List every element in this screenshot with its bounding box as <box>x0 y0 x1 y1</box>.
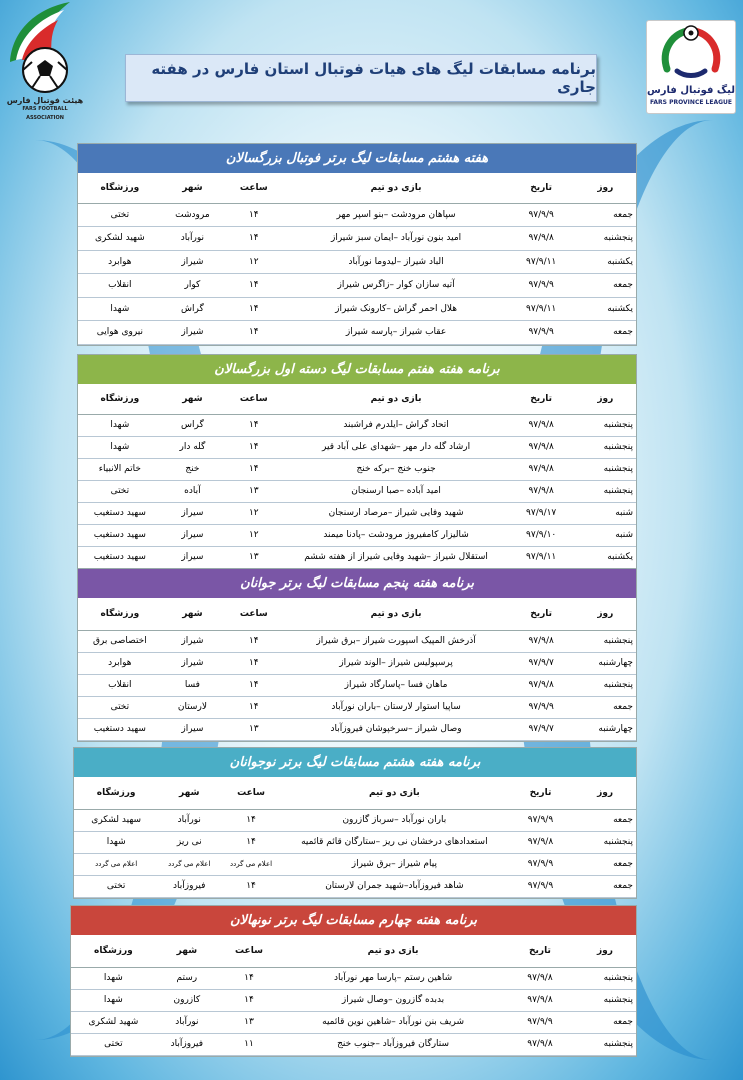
table-row <box>74 875 636 897</box>
cell-match: ارشاد گله دار مهر –شهدای علی آباد قیر <box>284 436 507 458</box>
column-header-city: شهر <box>162 173 223 203</box>
schedule-table <box>78 384 636 569</box>
table-header-row <box>71 935 636 967</box>
cell-time: ۱۴ <box>223 436 284 458</box>
cell-stadium: شهدا <box>78 436 162 458</box>
cell-match: پرسپولیس شیراز –الوند شیراز <box>284 652 507 674</box>
cell-match: الباد شیراز –لیدوما نورآباد <box>284 250 507 274</box>
cell-time: ۱۴ <box>223 274 284 298</box>
cell-match: ساپیا استوار لارستان –باران نورآباد <box>284 696 507 718</box>
column-header-date: تاریخ <box>508 173 575 203</box>
cell-stadium: شهدا <box>78 297 162 321</box>
column-header-stadium: ورزشگاه <box>74 777 158 809</box>
cell-day: جمعه <box>574 853 636 875</box>
table-row <box>78 674 636 696</box>
cell-time: ۱۴ <box>218 967 280 989</box>
cell-day: پنجشنبه <box>574 831 636 853</box>
cell-date: ۹۷/۹/۸ <box>508 458 575 480</box>
cell-match: سپاهان مرودشت –بنو اسپر مهر <box>284 203 507 227</box>
cell-time: ۱۴ <box>223 696 284 718</box>
cell-date: ۹۷/۹/۸ <box>508 630 575 652</box>
cell-stadium: تختی <box>78 696 162 718</box>
cell-stadium: شهدا <box>74 831 158 853</box>
cell-city: خنج <box>162 458 223 480</box>
column-header-day: روز <box>574 777 636 809</box>
table-row <box>78 321 636 345</box>
cell-time: ۱۳ <box>223 546 284 568</box>
cell-time: ۱۴ <box>223 458 284 480</box>
cell-city: فیروزآباد <box>156 1033 218 1055</box>
cell-stadium: تختی <box>71 1033 156 1055</box>
cell-time: ۱۴ <box>223 674 284 696</box>
cell-day: چهارشنبه <box>575 652 636 674</box>
cell-time: ۱۴ <box>223 297 284 321</box>
cell-city: سیراز <box>162 546 223 568</box>
column-header-stadium: ورزشگاه <box>78 384 162 414</box>
cell-stadium: سهید دستغیب <box>78 502 162 524</box>
cell-stadium: هوابرد <box>78 250 162 274</box>
cell-match: بدبده گازرون –وصال شیراز <box>280 989 506 1011</box>
cell-city: سیراز <box>162 502 223 524</box>
table-row <box>78 480 636 502</box>
cell-city: کوار <box>162 274 223 298</box>
cell-time: ۱۴ <box>220 809 282 831</box>
cell-match: عقاب شیراز –پارسه شیراز <box>284 321 507 345</box>
cell-day: یکشنبه <box>575 250 636 274</box>
cell-day: شنبه <box>575 502 636 524</box>
cell-day: پنجشنبه <box>575 480 636 502</box>
football-emblem-icon <box>2 0 88 96</box>
cell-match: امید بنون نورآباد –ایمان سبز شیراز <box>284 227 507 251</box>
section-title: هفته هشتم مسابقات لیگ برتر فوتبال بزرگسالان <box>78 144 636 173</box>
logo-left-caption: هیئت فوتبال فارس FARS FOOTBALL ASSOCIATION <box>6 96 84 121</box>
column-header-city: شهر <box>162 384 223 414</box>
cell-date: ۹۷/۹/۹ <box>507 853 574 875</box>
cell-stadium: شهید لشکری <box>78 227 162 251</box>
cell-day: پنجشنبه <box>575 436 636 458</box>
cell-stadium: سهید دستغیب <box>78 718 162 740</box>
column-header-date: تاریخ <box>508 384 575 414</box>
column-header-time: ساعت <box>223 598 284 630</box>
cell-date: ۹۷/۹/۸ <box>506 1033 574 1055</box>
cell-city: شیراز <box>162 321 223 345</box>
cell-day: یکشنبه <box>575 546 636 568</box>
cell-stadium: سهید دستغیب <box>78 524 162 546</box>
logo-right-subcaption: FARS PROVINCE LEAGUE <box>650 99 732 106</box>
cell-day: پنجشنبه <box>575 674 636 696</box>
cell-match: استقلال شیراز –شهید وفایی شیراز از هفته ششم <box>284 546 507 568</box>
cell-date: ۹۷/۹/۹ <box>507 809 574 831</box>
cell-city: مرودشت <box>162 203 223 227</box>
cell-date: ۹۷/۹/۸ <box>506 989 574 1011</box>
cell-time: ۱۴ <box>223 630 284 652</box>
column-header-day: روز <box>575 173 636 203</box>
cell-stadium: سهید دستغیب <box>78 546 162 568</box>
cell-city: سیراز <box>162 524 223 546</box>
cell-city: لارستان <box>162 696 223 718</box>
schedule-table <box>71 935 636 1056</box>
cell-match: استعدادهای درخشان نی ریز –ستارگان قائم قائمیه <box>282 831 507 853</box>
cell-match: شهید وفایی شیراز –مرصاد ارسنجان <box>284 502 507 524</box>
cell-city: شیراز <box>162 250 223 274</box>
cell-stadium: اختصاصی برق <box>78 630 162 652</box>
cell-stadium: سهید لشکری <box>74 809 158 831</box>
cell-date: ۹۷/۹/۷ <box>508 718 575 740</box>
logo-right-caption: لیگ فوتبال فارس <box>647 85 735 96</box>
cell-time: ۱۳ <box>218 1011 280 1033</box>
cell-date: ۹۷/۹/۹ <box>508 274 575 298</box>
table-row <box>78 274 636 298</box>
column-header-match: بازی دو تیم <box>284 173 507 203</box>
column-header-day: روز <box>575 384 636 414</box>
cell-city: فیروزآباد <box>158 875 220 897</box>
table-row <box>78 203 636 227</box>
cell-stadium: شهید لشکری <box>71 1011 156 1033</box>
table-row <box>78 524 636 546</box>
cell-stadium: اعلام می گردد <box>74 853 158 875</box>
cell-date: ۹۷/۹/۸ <box>508 227 575 251</box>
cell-city: اعلام می گردد <box>158 853 220 875</box>
cell-match: اتحاد گراش –ایلدرم فراشبند <box>284 414 507 436</box>
cell-stadium: نیروی هوایی <box>78 321 162 345</box>
column-header-time: ساعت <box>223 173 284 203</box>
cell-city: فسا <box>162 674 223 696</box>
fars-football-association-logo <box>2 0 88 121</box>
cell-day: یکشنبه <box>575 297 636 321</box>
cell-day: جمعه <box>575 274 636 298</box>
cell-match: ماهان فسا –پاسارگاد شیراز <box>284 674 507 696</box>
column-header-match: بازی دو تیم <box>284 384 507 414</box>
cell-city: نورآباد <box>162 227 223 251</box>
section-title: برنامه هفته هشتم مسابقات لیگ برتر نوجوانان <box>74 748 636 777</box>
cell-city: گراش <box>162 297 223 321</box>
cell-day: پنجشنبه <box>574 989 636 1011</box>
table-row <box>78 436 636 458</box>
cell-date: ۹۷/۹/۷ <box>508 652 575 674</box>
column-header-day: روز <box>574 935 636 967</box>
cell-date: ۹۷/۹/۸ <box>508 480 575 502</box>
cell-time: ۱۴ <box>223 321 284 345</box>
section-title: برنامه هفته چهارم مسابقات لیگ برتر نونهالان <box>71 906 636 935</box>
cell-city: شیراز <box>162 630 223 652</box>
table-row <box>74 831 636 853</box>
cell-stadium: شهدا <box>71 967 156 989</box>
table-row <box>78 630 636 652</box>
cell-stadium: شهدا <box>71 989 156 1011</box>
table-row <box>78 250 636 274</box>
table-row <box>78 414 636 436</box>
schedule-section-4 <box>73 747 637 899</box>
table-row <box>78 297 636 321</box>
cell-city: نی ریز <box>158 831 220 853</box>
column-header-match: بازی دو تیم <box>280 935 506 967</box>
cell-city: رستم <box>156 967 218 989</box>
table-row <box>71 1033 636 1055</box>
table-row <box>78 227 636 251</box>
cell-time: ۱۴ <box>218 989 280 1011</box>
cell-match: پیام شیراز –برق شیراز <box>282 853 507 875</box>
fars-province-league-logo <box>646 20 736 114</box>
cell-day: چهارشنبه <box>575 718 636 740</box>
cell-date: ۹۷/۹/۱۱ <box>508 250 575 274</box>
cell-date: ۹۷/۹/۱۱ <box>508 546 575 568</box>
cell-day: جمعه <box>575 321 636 345</box>
cell-date: ۹۷/۹/۱۰ <box>508 524 575 546</box>
column-header-day: روز <box>575 598 636 630</box>
cell-time: ۱۴ <box>223 652 284 674</box>
table-row <box>78 502 636 524</box>
schedule-section-5 <box>70 905 637 1057</box>
cell-day: پنجشنبه <box>575 414 636 436</box>
schedule-section-2 <box>77 354 637 570</box>
cell-match: ستارگان فیروزآباد –جنوب خنج <box>280 1033 506 1055</box>
table-row <box>71 967 636 989</box>
column-header-stadium: ورزشگاه <box>71 935 156 967</box>
cell-match: جنوب خنج –برکه خنج <box>284 458 507 480</box>
cell-match: شالیزار کامفیروز مرودشت –پادنا میمند <box>284 524 507 546</box>
cell-match: شریف بنن نورآباد –شاهین نوین قائمیه <box>280 1011 506 1033</box>
cell-time: ۱۴ <box>223 227 284 251</box>
cell-time: اعلام می گردد <box>220 853 282 875</box>
cell-day: پنجشنبه <box>574 967 636 989</box>
table-row <box>74 853 636 875</box>
table-header-row <box>74 777 636 809</box>
cell-stadium: تختی <box>74 875 158 897</box>
cell-day: جمعه <box>574 875 636 897</box>
cell-stadium: هوابرد <box>78 652 162 674</box>
column-header-date: تاریخ <box>508 598 575 630</box>
cell-day: پنجشنبه <box>575 227 636 251</box>
cell-time: ۱۴ <box>223 414 284 436</box>
cell-stadium: انقلاب <box>78 274 162 298</box>
cell-match: امید آباده –صبا ارسنجان <box>284 480 507 502</box>
cell-day: جمعه <box>574 1011 636 1033</box>
cell-day: پنجشنبه <box>575 458 636 480</box>
cell-time: ۱۱ <box>218 1033 280 1055</box>
schedule-table <box>78 173 636 345</box>
table-row <box>78 718 636 740</box>
table-header-row <box>78 173 636 203</box>
cell-date: ۹۷/۹/۸ <box>507 831 574 853</box>
table-row <box>71 989 636 1011</box>
cell-date: ۹۷/۹/۸ <box>508 436 575 458</box>
cell-city: نورآباد <box>156 1011 218 1033</box>
cell-match: وصال شیراز –سرخپوشان فیروزآباد <box>284 718 507 740</box>
cell-date: ۹۷/۹/۸ <box>506 967 574 989</box>
cell-date: ۹۷/۹/۸ <box>508 414 575 436</box>
schedule-table <box>74 777 636 898</box>
cell-match: آتیه سازان کوار –زاگرس شیراز <box>284 274 507 298</box>
cell-time: ۱۴ <box>220 831 282 853</box>
column-header-date: تاریخ <box>506 935 574 967</box>
cell-city: آباده <box>162 480 223 502</box>
cell-day: پنجشنبه <box>575 630 636 652</box>
column-header-time: ساعت <box>223 384 284 414</box>
cell-date: ۹۷/۹/۹ <box>508 696 575 718</box>
league-emblem-icon <box>647 21 735 83</box>
column-header-city: شهر <box>158 777 220 809</box>
cell-date: ۹۷/۹/۹ <box>507 875 574 897</box>
cell-city: گراس <box>162 414 223 436</box>
cell-stadium: تختی <box>78 480 162 502</box>
cell-city: گله دار <box>162 436 223 458</box>
cell-city: کازرون <box>156 989 218 1011</box>
column-header-stadium: ورزشگاه <box>78 173 162 203</box>
page-title: برنامه مسابقات لیگ های هیات فوتبال استان فارس در هفته جاری <box>125 54 597 102</box>
cell-match: شاهد فیروزآباد–شهید جمران لارستان <box>282 875 507 897</box>
cell-time: ۱۲ <box>223 250 284 274</box>
cell-time: ۱۳ <box>223 718 284 740</box>
schedule-section-3 <box>77 568 637 742</box>
cell-day: شنبه <box>575 524 636 546</box>
table-row <box>74 809 636 831</box>
column-header-time: ساعت <box>220 777 282 809</box>
table-row <box>78 696 636 718</box>
cell-day: پنجشنبه <box>574 1033 636 1055</box>
table-row <box>78 652 636 674</box>
column-header-match: بازی دو تیم <box>282 777 507 809</box>
table-header-row <box>78 384 636 414</box>
cell-match: هلال احمر گراش –کارونک شیراز <box>284 297 507 321</box>
table-row <box>71 1011 636 1033</box>
cell-date: ۹۷/۹/۹ <box>506 1011 574 1033</box>
cell-stadium: تختی <box>78 203 162 227</box>
cell-day: جمعه <box>575 203 636 227</box>
cell-day: جمعه <box>574 809 636 831</box>
cell-time: ۱۲ <box>223 502 284 524</box>
column-header-date: تاریخ <box>507 777 574 809</box>
column-header-time: ساعت <box>218 935 280 967</box>
column-header-city: شهر <box>156 935 218 967</box>
column-header-match: بازی دو تیم <box>284 598 507 630</box>
cell-stadium: خاتم الانبیاء <box>78 458 162 480</box>
cell-time: ۱۴ <box>223 203 284 227</box>
cell-city: سیراز <box>162 718 223 740</box>
table-header-row <box>78 598 636 630</box>
section-title: برنامه هفته هفتم مسابقات لیگ دسته اول بزرگسالان <box>78 355 636 384</box>
cell-time: ۱۳ <box>223 480 284 502</box>
cell-match: باران نورآباد –سرباز گازرون <box>282 809 507 831</box>
cell-day: جمعه <box>575 696 636 718</box>
cell-match: آذرخش المپیک اسپورت شیراز –برق شیراز <box>284 630 507 652</box>
table-row <box>78 458 636 480</box>
cell-time: ۱۴ <box>220 875 282 897</box>
cell-stadium: انقلاب <box>78 674 162 696</box>
column-header-city: شهر <box>162 598 223 630</box>
cell-city: نورآباد <box>158 809 220 831</box>
table-row <box>78 546 636 568</box>
cell-time: ۱۲ <box>223 524 284 546</box>
cell-stadium: شهدا <box>78 414 162 436</box>
cell-city: شیراز <box>162 652 223 674</box>
column-header-stadium: ورزشگاه <box>78 598 162 630</box>
cell-date: ۹۷/۹/۱۱ <box>508 297 575 321</box>
cell-date: ۹۷/۹/۹ <box>508 203 575 227</box>
schedule-section-1 <box>77 143 637 346</box>
cell-match: شاهین رستم –پارسا مهر نورآباد <box>280 967 506 989</box>
cell-date: ۹۷/۹/۸ <box>508 674 575 696</box>
schedule-table <box>78 598 636 741</box>
cell-date: ۹۷/۹/۹ <box>508 321 575 345</box>
cell-date: ۹۷/۹/۱۷ <box>508 502 575 524</box>
section-title: برنامه هفته پنجم مسابقات لیگ برتر جوانان <box>78 569 636 598</box>
